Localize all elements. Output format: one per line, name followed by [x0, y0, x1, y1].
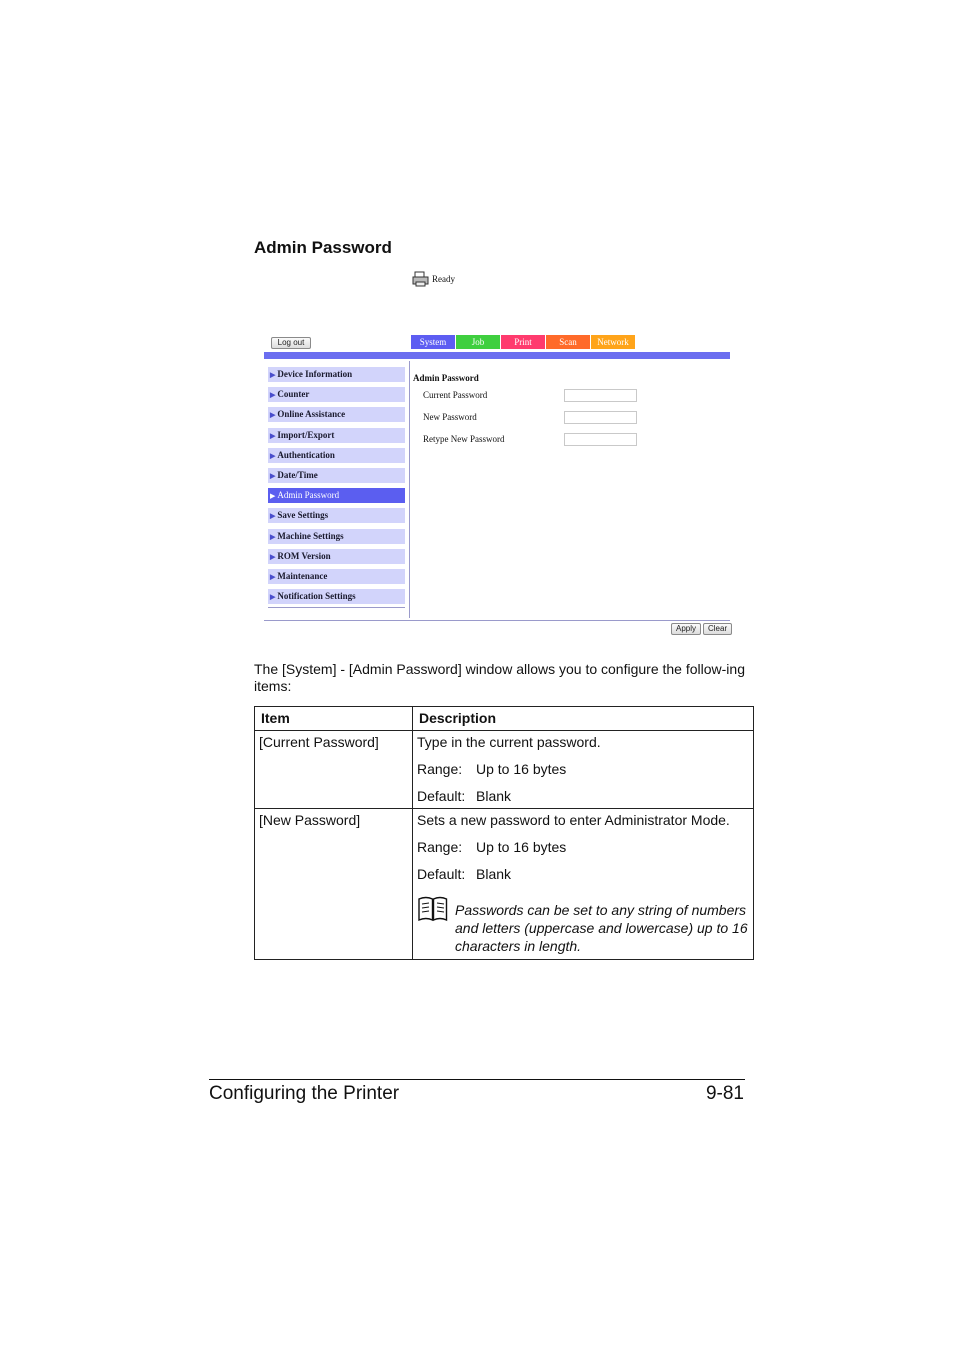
item-cell: [255, 731, 413, 809]
arrow-right-icon: ▶: [270, 572, 276, 581]
current-password-label: Current Password: [423, 390, 488, 400]
arrow-right-icon: ▶: [270, 451, 276, 460]
sidebar-item-rom-version[interactable]: [268, 549, 405, 564]
sidebar-nav: [268, 367, 405, 609]
intro-paragraph: The [System] - [Admin Password] window allows you to configure the follow-ing items:: [254, 661, 745, 694]
sidebar-item-label: Notification Settings: [277, 591, 356, 602]
logout-button[interactable]: Log out: [271, 337, 311, 349]
settings-table: [254, 706, 754, 960]
arrow-right-icon: ▶: [270, 431, 276, 440]
sidebar-item-label: Date/Time: [277, 469, 318, 480]
clear-button[interactable]: Clear: [703, 623, 732, 635]
description-cell: [413, 731, 754, 809]
tab-job[interactable]: Job: [456, 335, 500, 349]
tab-scan[interactable]: Scan: [546, 335, 590, 349]
range-line: [417, 838, 749, 856]
description-text: Sets a new password to enter Administrator Mode.: [417, 812, 730, 828]
range-value: Up to 16 bytes: [476, 839, 567, 855]
status-text: Ready: [432, 274, 455, 284]
sidebar-item-label: Admin Password: [277, 490, 340, 501]
sidebar-item-label: Online Assistance: [277, 409, 346, 420]
default-key: Default:: [417, 866, 466, 882]
range-value: Up to 16 bytes: [476, 761, 567, 777]
table-header-row: [255, 707, 754, 731]
chapter-title: Configuring the Printer: [209, 1083, 400, 1104]
printer-status: [412, 270, 455, 288]
arrow-right-icon: ▶: [270, 552, 276, 561]
printer-icon: [412, 270, 430, 288]
item-cell: [255, 809, 413, 960]
column-header-item: Item: [255, 707, 413, 731]
default-value: Blank: [476, 788, 512, 804]
sidebar-item-label: Authentication: [277, 449, 335, 460]
arrow-right-icon: ▶: [270, 532, 276, 541]
new-password-label: New Password: [423, 412, 477, 422]
sidebar-item-authentication[interactable]: [268, 448, 405, 463]
sidebar-item-label: ROM Version: [277, 550, 331, 561]
sidebar-item-maintenance[interactable]: [268, 569, 405, 584]
arrow-right-icon: ▶: [270, 371, 276, 379]
tab-print[interactable]: Print: [501, 335, 545, 349]
new-password-input[interactable]: [564, 411, 637, 424]
default-key: Default:: [417, 788, 466, 804]
note-text: Passwords can be set to any string of numbers and letters (uppercase and lowercase) up to 16 characters in length.: [455, 902, 748, 954]
table-row: [255, 731, 754, 809]
sidebar-item-online-assistance[interactable]: [268, 407, 405, 422]
sidebar-item-label: Machine Settings: [277, 530, 344, 541]
note-block: [417, 895, 749, 959]
item-name: [New Password]: [259, 812, 361, 828]
sidebar-item-label: Save Settings: [277, 510, 329, 521]
arrow-right-icon: ▶: [270, 411, 276, 420]
column-header-description: Description: [413, 707, 754, 731]
sidebar-item-admin-password[interactable]: [268, 488, 405, 503]
arrow-right-icon: ▶: [270, 492, 276, 501]
page-number: 9-81: [705, 1083, 744, 1104]
description-cell: [413, 809, 754, 960]
arrow-right-icon: ▶: [270, 391, 276, 400]
sidebar-item-label: Device Information: [277, 369, 353, 379]
book-note-icon: [417, 895, 449, 923]
sidebar-divider: [268, 607, 405, 608]
sidebar-item-save-settings[interactable]: [268, 508, 405, 523]
default-value: Blank: [476, 866, 512, 882]
section-title: Admin Password: [254, 238, 392, 257]
item-name: [Current Password]: [259, 734, 379, 750]
arrow-right-icon: ▶: [270, 512, 276, 521]
retype-password-input[interactable]: [564, 433, 637, 446]
sidebar-item-date-time[interactable]: [268, 468, 405, 483]
footer-divider: [264, 620, 730, 621]
current-password-input[interactable]: [564, 389, 637, 402]
default-line: [417, 865, 749, 883]
main-tabs: [411, 335, 635, 349]
range-key: Range:: [417, 761, 463, 777]
content-divider: [409, 361, 410, 618]
range-key: Range:: [417, 839, 463, 855]
footer-rule: [209, 1079, 745, 1080]
table-row: [255, 809, 754, 960]
tab-network[interactable]: Network: [591, 335, 635, 349]
arrow-right-icon: ▶: [270, 471, 276, 480]
sidebar-item-label: Counter: [277, 389, 310, 400]
arrow-right-icon: ▶: [270, 593, 276, 602]
apply-button[interactable]: Apply: [671, 623, 701, 635]
sidebar-item-machine-settings[interactable]: [268, 529, 405, 544]
sidebar-item-label: Import/Export: [277, 429, 335, 440]
header-bar: [264, 352, 730, 359]
range-line: [417, 760, 749, 778]
tab-system[interactable]: System: [411, 335, 455, 349]
form-title: Admin Password: [413, 373, 479, 383]
retype-password-label: Retype New Password: [423, 434, 505, 444]
sidebar-item-import-export[interactable]: [268, 428, 405, 443]
sidebar-item-label: Maintenance: [277, 570, 328, 581]
default-line: [417, 787, 749, 805]
description-text: Type in the current password.: [417, 734, 601, 750]
sidebar-item-device-information[interactable]: [268, 367, 405, 382]
sidebar-item-counter[interactable]: [268, 387, 405, 402]
sidebar-item-notification-settings[interactable]: [268, 589, 405, 604]
